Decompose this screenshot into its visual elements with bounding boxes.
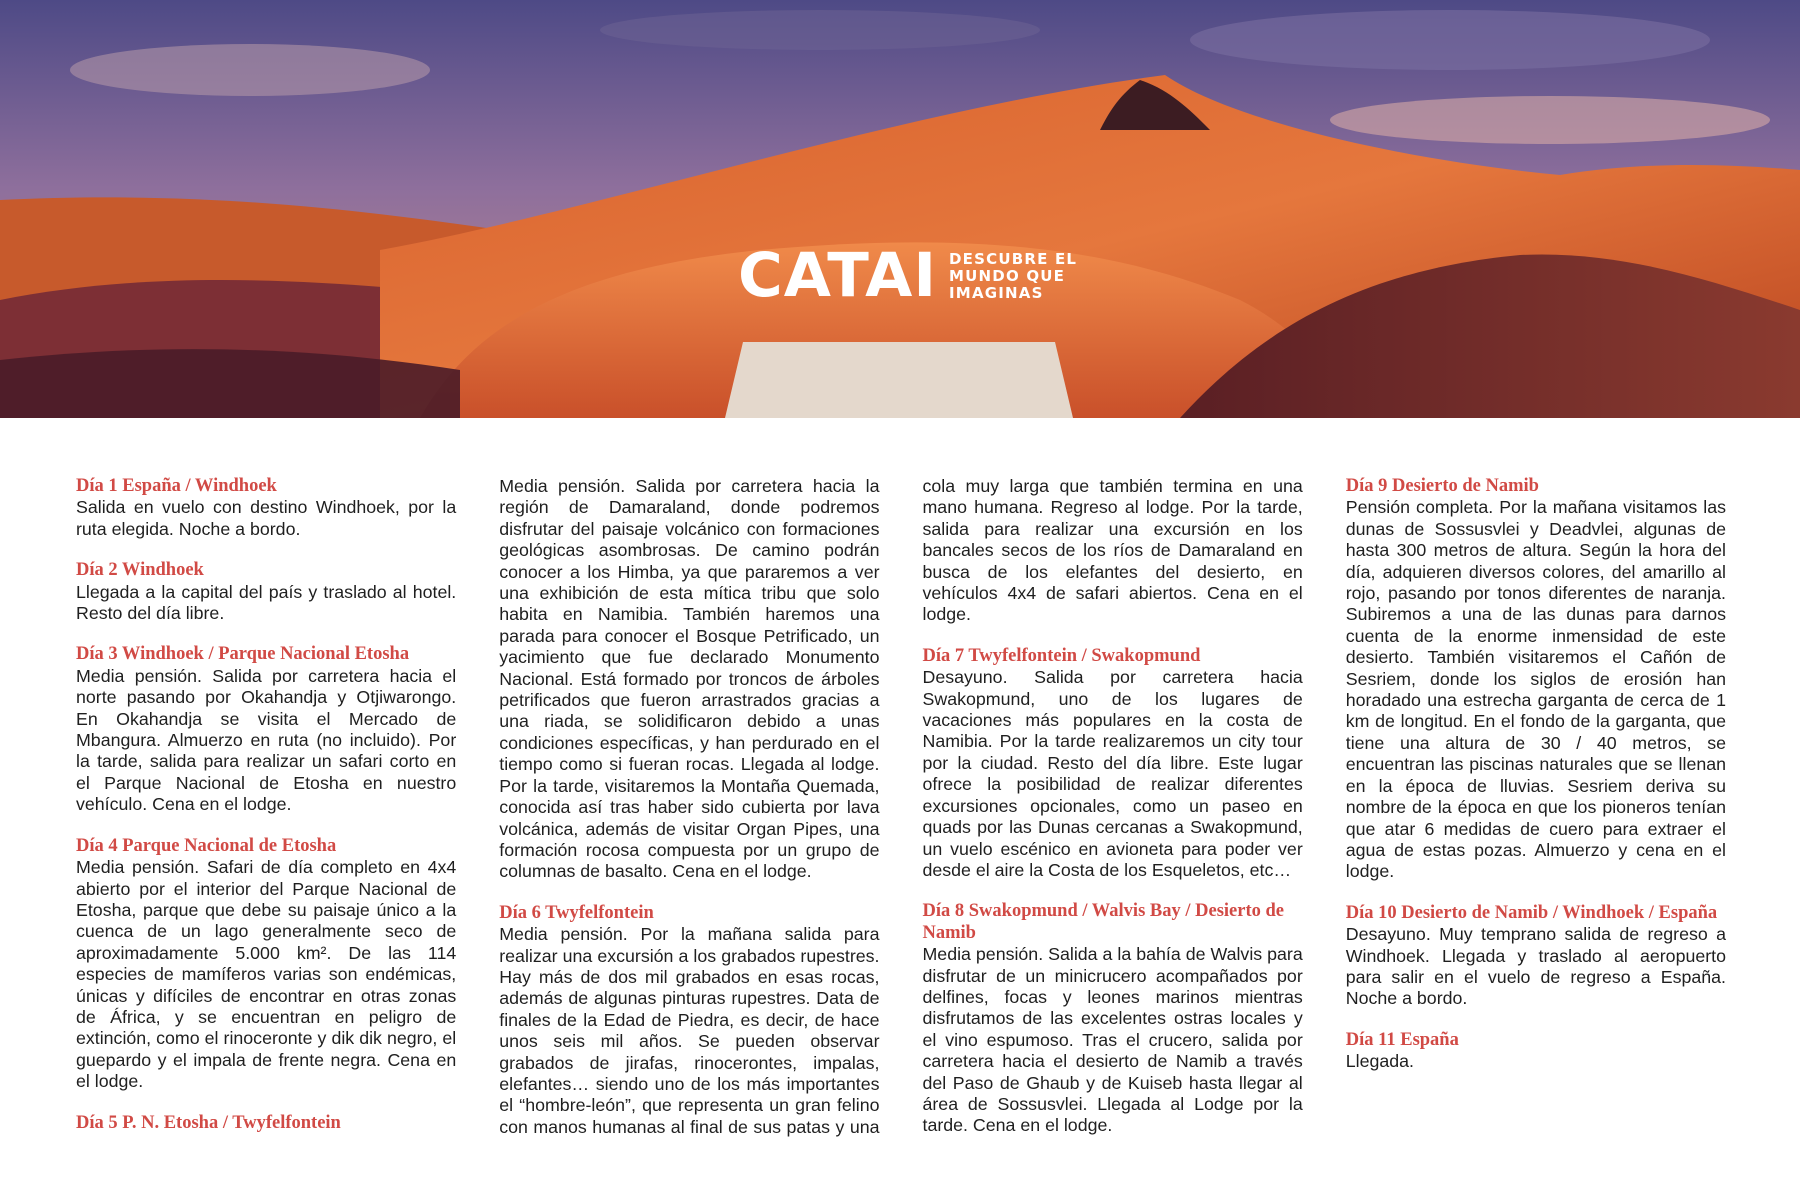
day-title: Día 5 P. N. Etosha / Twyfelfontein xyxy=(76,1112,341,1133)
tagline-line-1: DESCUBRE EL xyxy=(949,249,1078,268)
day-title: Día 9 Desierto de Namib xyxy=(1345,476,1539,496)
day-description: Media pensión. Safari de día completo en 4x4 abierto por el interior del Parque Nacional de Etosha, parque que debe su paisaje único a la cuenca de un lago generalmente seco de aproximadamente 5.000 km². De las 114 especies de mamíferos varias son endémicas, únicas y difíciles de encontrar en otras zonas de África, y se encuentran en peligro de extinción, como el rinoceronte y dik dik negro, el guepardo y el impala de frente negra. Cena en el lodge. xyxy=(76,857,457,1092)
tagline-line-3: IMAGINAS xyxy=(949,283,1044,302)
day-title: Día 6 Twyfelfontein xyxy=(499,902,654,923)
day-10 xyxy=(1346,903,1726,1010)
tagline-line-2: MUNDO QUE xyxy=(949,266,1066,285)
day-description: Llegada. xyxy=(1345,1051,1414,1072)
day-description: Llegada a la capital del país y traslado al hotel. Resto del día libre. xyxy=(76,581,457,624)
day-description: Media pensión. Salida a la bahía de Walvis para disfrutar de un minicrucero acompañados por delfines, focas y leones marinos mientras disfrutamos de las excelentes ostras locales y el vino espumoso. Tras el crucero, salida por carretera hacia el desierto de Namib a través del Paso de Ghaub y de Kuiseb hasta llegar al área de Sossusvlei. Llegada al Lodge por la tarde. Cena en el lodge. xyxy=(922,944,1303,1136)
day-description: Salida en vuelo con destino Windhoek, por la ruta elegida. Noche a bordo. xyxy=(76,497,457,539)
day-title: Día 7 Twyfelfontein / Swakopmund xyxy=(922,645,1201,666)
day-7 xyxy=(923,646,1303,881)
day-description: Pensión completa. Por la mañana visitamos las dunas de Sossusvlei y Deadvlei, algunas de hasta 300 metros de altura. Según la hora del día, adquieren diversos colores, del amarillo al rojo, pasando por tonos diferentes de naranja. Subiremos a una de las dunas para darnos cuenta de la enorme inmensidad de este desierto. También visitaremos el Cañón de Sesriem, donde los siglos de erosión han horadado una estrecha garganta de cerca de 1 km de longitud. En el fondo de la garganta, que tiene una altura de 30 / 40 metros, se encuentran las piscinas naturales que se llenan en la época de lluvias. Sesriem deriva su nombre de la época en que los pioneros tenían que atar 6 medidas de cuero para extraer el agua de estas pozas. Almuerzo y cena en el lodge. xyxy=(1345,497,1726,882)
day-title: Día 1 España / Windhoek xyxy=(76,476,277,496)
page-tab xyxy=(0,0,1800,418)
day-1 xyxy=(76,476,456,540)
day-9 xyxy=(1346,476,1726,883)
day-title: Día 4 Parque Nacional de Etosha xyxy=(76,835,337,856)
day-description: Media pensión. Salida por carretera hacia la región de Damaraland, donde podremos disfrutar del paisaje volcánico con formaciones geológicas asombrosas. De camino podrán conocer a los Himba, ya que pararemos a ver una exhibición de esta mítica tribu que solo habita en Namibia. También haremos una parada para conocer el Bosque Petrificado, un yacimiento que fue declarado Monumento Nacional. Está formado por troncos de árboles petrificados que fueron arrastrados gracias a una riada, se solidificaron debido a unas condiciones específicas, y han perdurado en el tiempo como si fueran rocas. Llegada al lodge. Por la tarde, visitaremos la Montaña Quemada, conocida así tras haber sido cubierta por lava volcánica, además de visitar Organ Pipes, una formación rocosa compuesta por un grupo de columnas de basalto. Cena en el lodge. xyxy=(499,476,880,882)
day-description: Media pensión. Por la mañana salida para realizar una excursión a los grabados rupestres. Hay más de dos mil grabados en esas rocas, además de algunas pinturas rupestres. Data de finales de la Edad de Piedra, es decir, de hace unos seis mil años. Se pueden observar grabados de jirafas, rinocerontes, impalas, elefantes… siendo uno de los más importantes el “hombre-león”, que representa un gran felino con manos humanas al final de sus patas y una cola muy larga que también termina en una mano humana. Regreso al lodge. Por la tarde, salida para realizar una excursión en los bancales secos de los ríos de Damaraland en busca de los elefantes del desierto, en vehículos 4x4 de safari abiertos. Cena en el lodge. xyxy=(499,476,1303,1137)
day-title: Día 3 Windhoek / Parque Nacional Etosha xyxy=(76,644,410,665)
day-description: Media pensión. Salida por carretera hacia el norte pasando por Okahandja y Otjiwarongo. En Okahandja se visita el Mercado de Mbangura. Almuerzo en ruta (no incluido). Por la tarde, salida para realizar un safari corto en el Parque Nacional de Etosha en nuestro vehículo. Cena en el lodge. xyxy=(76,665,457,815)
day-11 xyxy=(1346,1030,1726,1073)
day-title: Día 2 Windhoek xyxy=(76,560,204,581)
day-description: Desayuno. Salida por carretera hacia Swakopmund, uno de los lugares de vacaciones más populares en la costa de Namibia. Por la tarde realizaremos un city tour por la ciudad. Resto del día libre. Este lugar ofrece la posibilidad de realizar diferentes excursiones opcionales, como un paseo en quads por las Dunas cercanas a Swakopmund, un vuelo escénico en avioneta para poder ver desde el aire la Costa de los Esqueletos, etc… xyxy=(922,667,1303,880)
day-4 xyxy=(76,836,456,1093)
day-3 xyxy=(76,644,456,815)
itinerary xyxy=(76,476,1726,1156)
day-title: Día 8 Swakopmund / Walvis Bay / Desierto de Namib xyxy=(922,901,1284,943)
day-8 xyxy=(923,901,1303,1136)
hero-banner xyxy=(0,0,1800,418)
day-title: Día 10 Desierto de Namib / Windhoek / España xyxy=(1345,902,1718,923)
brand-name: CATAI xyxy=(738,240,938,311)
day-2 xyxy=(76,560,456,624)
day-description: Desayuno. Muy temprano salida de regreso a Windhoek. Llegada y traslado al aeropuerto para salir en el vuelo de regreso a España. Noche a bordo. xyxy=(1345,924,1726,1009)
day-title: Día 11 España xyxy=(1345,1029,1459,1050)
